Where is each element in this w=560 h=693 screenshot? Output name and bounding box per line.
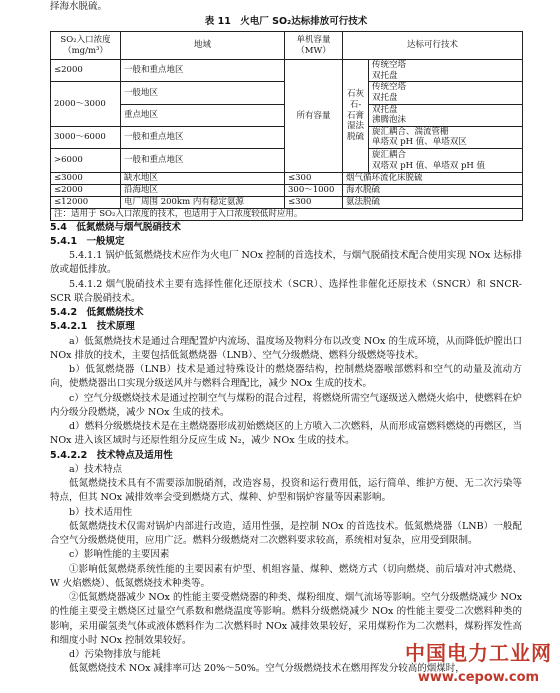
cell-capacity: ≤300 <box>285 173 343 185</box>
cell-tech: 氨法脱硫 <box>343 197 523 209</box>
paragraph: b）低氮燃烧器（LNB）技术是通过特殊设计的燃烧器结构，控制燃烧器喉部燃料和空气的动量及流动方向，使燃烧器出口实现分级送风并与燃料合理配比，减少 NOx 生成的技术。 <box>50 364 522 390</box>
clause-heading: 5.4.2.2 技术特点及适用性 <box>50 449 173 461</box>
list-item-label: b）技术适用性 <box>69 506 133 518</box>
cell-tech: 海水脱硫 <box>343 185 523 197</box>
so2-technology-table <box>50 31 523 221</box>
watermark-url: www.cepow.com <box>417 669 540 685</box>
cell-tech: 双托盘 沸腾泡沫 <box>369 104 523 126</box>
cell-conc: ≤2000 <box>51 185 121 197</box>
paragraph: c）空气分级燃烧技术是通过控制空气与煤粉的混合过程，将燃烧所需空气逐级送入燃烧火焰中，使燃料在炉内分级分段燃烧，减少 NOx 生成的技术。 <box>50 392 522 418</box>
cell-region: 重点地区 <box>121 104 285 126</box>
paragraph: a）低氮燃烧技术是通过合理配置炉内流场、温度场及物料分布以改变 NOx 的生成环境，从而降低炉膛出口 NOx 排放的技术，主要包括低氮燃烧器（LNB）、空气分级燃烧、燃料分级燃烧等技术。 <box>50 335 522 361</box>
list-item-label: a）技术特点 <box>69 463 123 475</box>
header-capacity: 单机容量（MW） <box>285 32 343 60</box>
paragraph: ①影响低氮燃烧系统性能的主要因素有炉型、机组容量、煤种、燃烧方式（切向燃烧、前后墙对冲式燃烧、W 火焰燃烧）、低氮燃烧技术种类等。 <box>50 563 522 589</box>
clause-heading: 5.4.2.1 技术原理 <box>50 321 135 333</box>
list-item-label: d）污染物排放与能耗 <box>69 649 161 661</box>
subsection-heading: 5.4.1 一般规定 <box>50 235 125 247</box>
cell-capacity: 300～1000 <box>285 185 343 197</box>
table-note: 注：适用于 SO₂入口浓度的技术，也适用于入口浓度较低时应用。 <box>51 209 523 221</box>
cell-region: 一般和重点地区 <box>121 149 285 173</box>
cell-method: 石灰石-石膏湿法脱硫 <box>343 60 369 173</box>
subsection-heading: 5.4.2 低氮燃烧技术 <box>50 307 144 319</box>
cell-region: 电厂周围 200km 内有稳定氨源 <box>121 197 285 209</box>
cell-conc: ≤3000 <box>51 173 121 185</box>
cell-region: 一般地区 <box>121 82 285 104</box>
cell-tech: 传统空塔 双托盘 <box>369 60 523 82</box>
cell-conc: 3000～6000 <box>51 126 121 148</box>
cell-tech: 传统空塔 双托盘 <box>369 82 523 104</box>
section-heading: 5.4 低氮燃烧与烟气脱硝技术 <box>50 221 181 233</box>
cell-region: 一般和重点地区 <box>121 126 285 148</box>
paragraph: 5.4.1.1 锅炉低氮燃烧技术应作为火电厂 NOx 控制的首选技术，与烟气脱硝技术配合使用实现 NOx 达标排放或超低排放。 <box>50 250 522 276</box>
cell-capacity-all: 所有容量 <box>285 60 343 173</box>
cell-region: 缺水地区 <box>121 173 285 185</box>
table-caption: 表 11 火电厂 SO₂达标排放可行技术 <box>204 16 368 27</box>
cell-conc: ≤2000 <box>51 60 121 82</box>
cell-tech: 烟气循环流化床脱硫 <box>343 173 523 185</box>
paragraph: 5.4.1.2 烟气脱硝技术主要有选择性催化还原技术（SCR）、选择性非催化还原技术（SNCR）和 SNCR-SCR 联合脱硝技术。 <box>50 278 522 304</box>
top-line: 择海水脱硫。 <box>50 1 108 12</box>
body-text <box>50 221 522 677</box>
cell-region: 沿海地区 <box>121 185 285 197</box>
cell-conc: >6000 <box>51 149 121 173</box>
cell-conc: ≤12000 <box>51 197 121 209</box>
paragraph: 低氮燃烧技术 NOx 减排率可达 20%～50%。空气分级燃烧技术在燃用挥发分较高的烟煤时， <box>69 663 465 675</box>
document-page <box>50 0 522 677</box>
cell-tech: 旋汇耦合 双塔双 pH 值、单塔双 pH 值 <box>369 149 523 173</box>
watermark-name: 中国电力工业网 <box>405 640 552 665</box>
header-concentration: SO₂入口浓度（mg/m³） <box>51 32 121 60</box>
paragraph: ②低氮燃烧器减少 NOx 的性能主要受燃烧器的种类、煤粉细度、烟气流场等影响。空气分级燃烧减少 NOx 的性能主要受主燃烧区过量空气系数和燃烧温度等影响。燃料分级燃烧减少 NOx 的性能主要受二次燃料种类的影响，采用碳氢类气体或液体燃料作为二次燃料时 NOx 减排效果较好，采用煤粉作为二次燃料，煤粉挥发性高和细度小时 NOx 控制效果较好。 <box>50 592 522 646</box>
watermark <box>405 638 552 688</box>
paragraph: 低氮燃烧技术具有不需要添加脱硝剂，改造容易，投资和运行费用低，运行简单、维护方便、无二次污染等特点，但其 NOx 减排效率会受到燃烧方式、煤种、炉型和锅炉容量等因素影响。 <box>50 478 522 504</box>
cell-tech: 旋汇耦合、湍流管栅 单塔双 pH 值、单塔双区 <box>369 126 523 148</box>
list-item-label: c）影响性能的主要因素 <box>69 549 170 561</box>
cell-conc: 2000～3000 <box>51 82 121 127</box>
paragraph: 低氮燃烧技术仅需对锅炉内部进行改造，适用性强，是控制 NOx 的首选技术。低氮燃烧器（LNB）一般配合空气分级燃烧使用，应用广泛。燃料分级燃烧对二次燃料要求较高，系统相对复杂，应用受到限制。 <box>50 520 522 547</box>
header-region: 地域 <box>121 32 285 60</box>
cell-region: 一般和重点地区 <box>121 60 285 82</box>
header-technology: 达标可行技术 <box>343 32 523 60</box>
paragraph: d）燃料分级燃烧技术是在主燃烧器形成初始燃烧区的上方喷入二次燃料，从而形成富燃料燃烧的再燃区，当 NOx 进入该区域时与还原性组分反应生成 N₂，减少 NOx 生成的技术。 <box>50 421 522 447</box>
cell-capacity: ≤300 <box>285 197 343 209</box>
